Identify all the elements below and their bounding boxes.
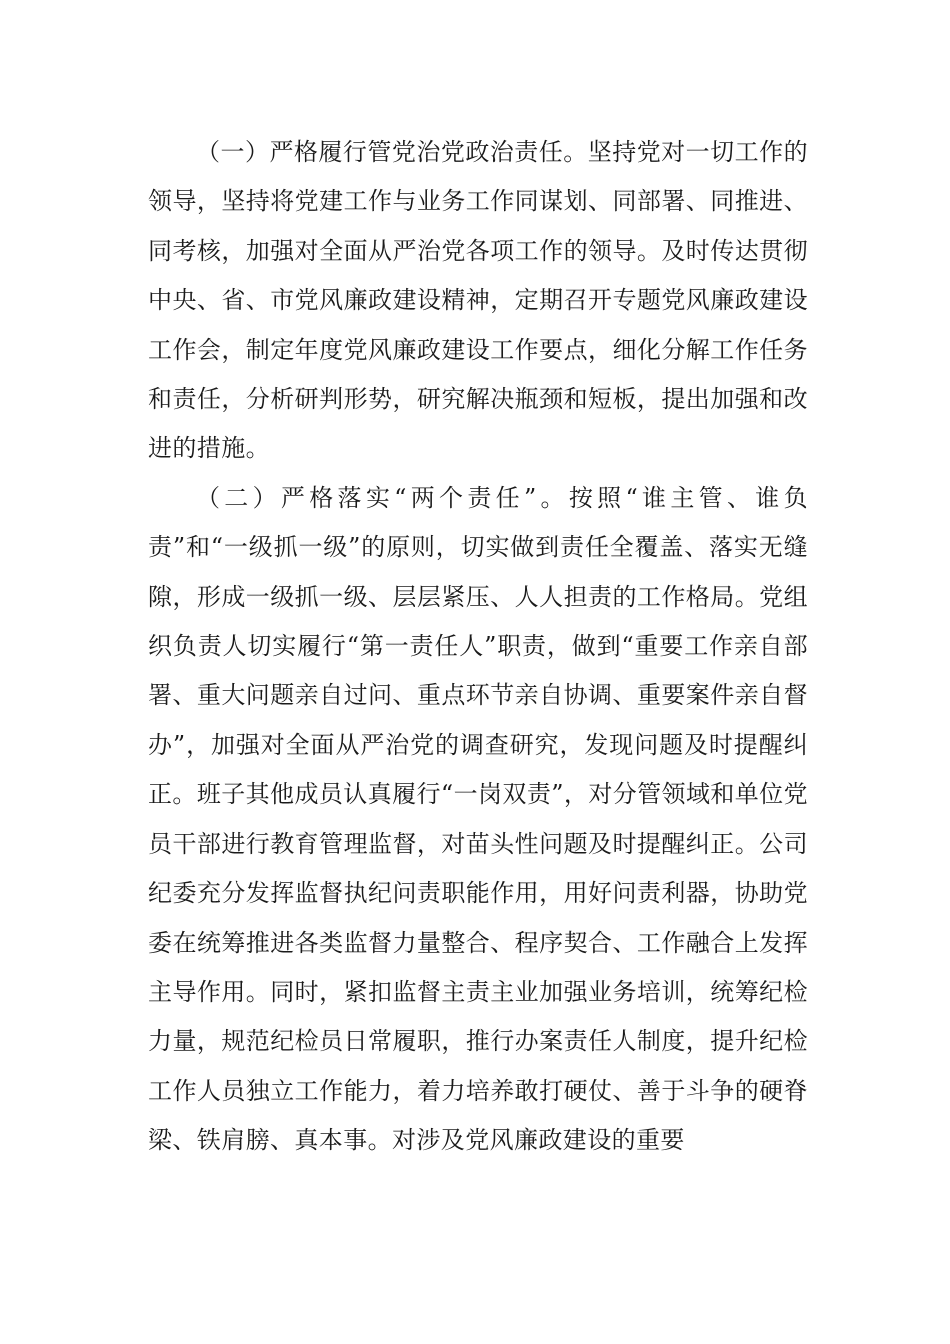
paragraph-2: （二）严格落实“两个责任”。按照“谁主管、谁负责”和“一级抓一级”的原则，切实做到责任全覆盖、落实无缝隙，形成一级抓一级、层层紧压、人人担责的工作格局。党组织负责人切实履行“第一责任人”职责，做到“重要工作亲自部署、重大问题亲自过问、重点环节亲自协调、重要案件亲自督办”，加强对全面从严治党的调查研究，发现问题及时提醒纠正。班子其他成员认真履行“一岗双责”，对分管领域和单位党员干部进行教育管理监督，对苗头性问题及时提醒纠正。公司纪委充分发挥监督执纪问责职能作用，用好问责利器，协助党委在统筹推进各类监督力量整合、程序契合、工作融合上发挥主导作用。同时，紧扣监督主责主业加强业务培训，统筹纪检力量，规范纪检员日常履职，推行办案责任人制度，提升纪检工作人员独立工作能力，着力培养敢打硬仗、善于斗争的硬脊梁、铁肩膀、真本事。对涉及党风廉政建设的重要	[148, 483, 808, 1155]
document-body	[148, 128, 808, 1166]
paragraph-1: （一）严格履行管党治党政治责任。坚持党对一切工作的领导，坚持将党建工作与业务工作同谋划、同部署、同推进、同考核，加强对全面从严治党各项工作的领导。及时传达贯彻中央、省、市党风廉政建设精神，定期召开专题党风廉政建设工作会，制定年度党风廉政建设工作要点，细化分解工作任务和责任，分析研判形势，研究解决瓶颈和短板，提出加强和改进的措施。	[148, 138, 808, 463]
